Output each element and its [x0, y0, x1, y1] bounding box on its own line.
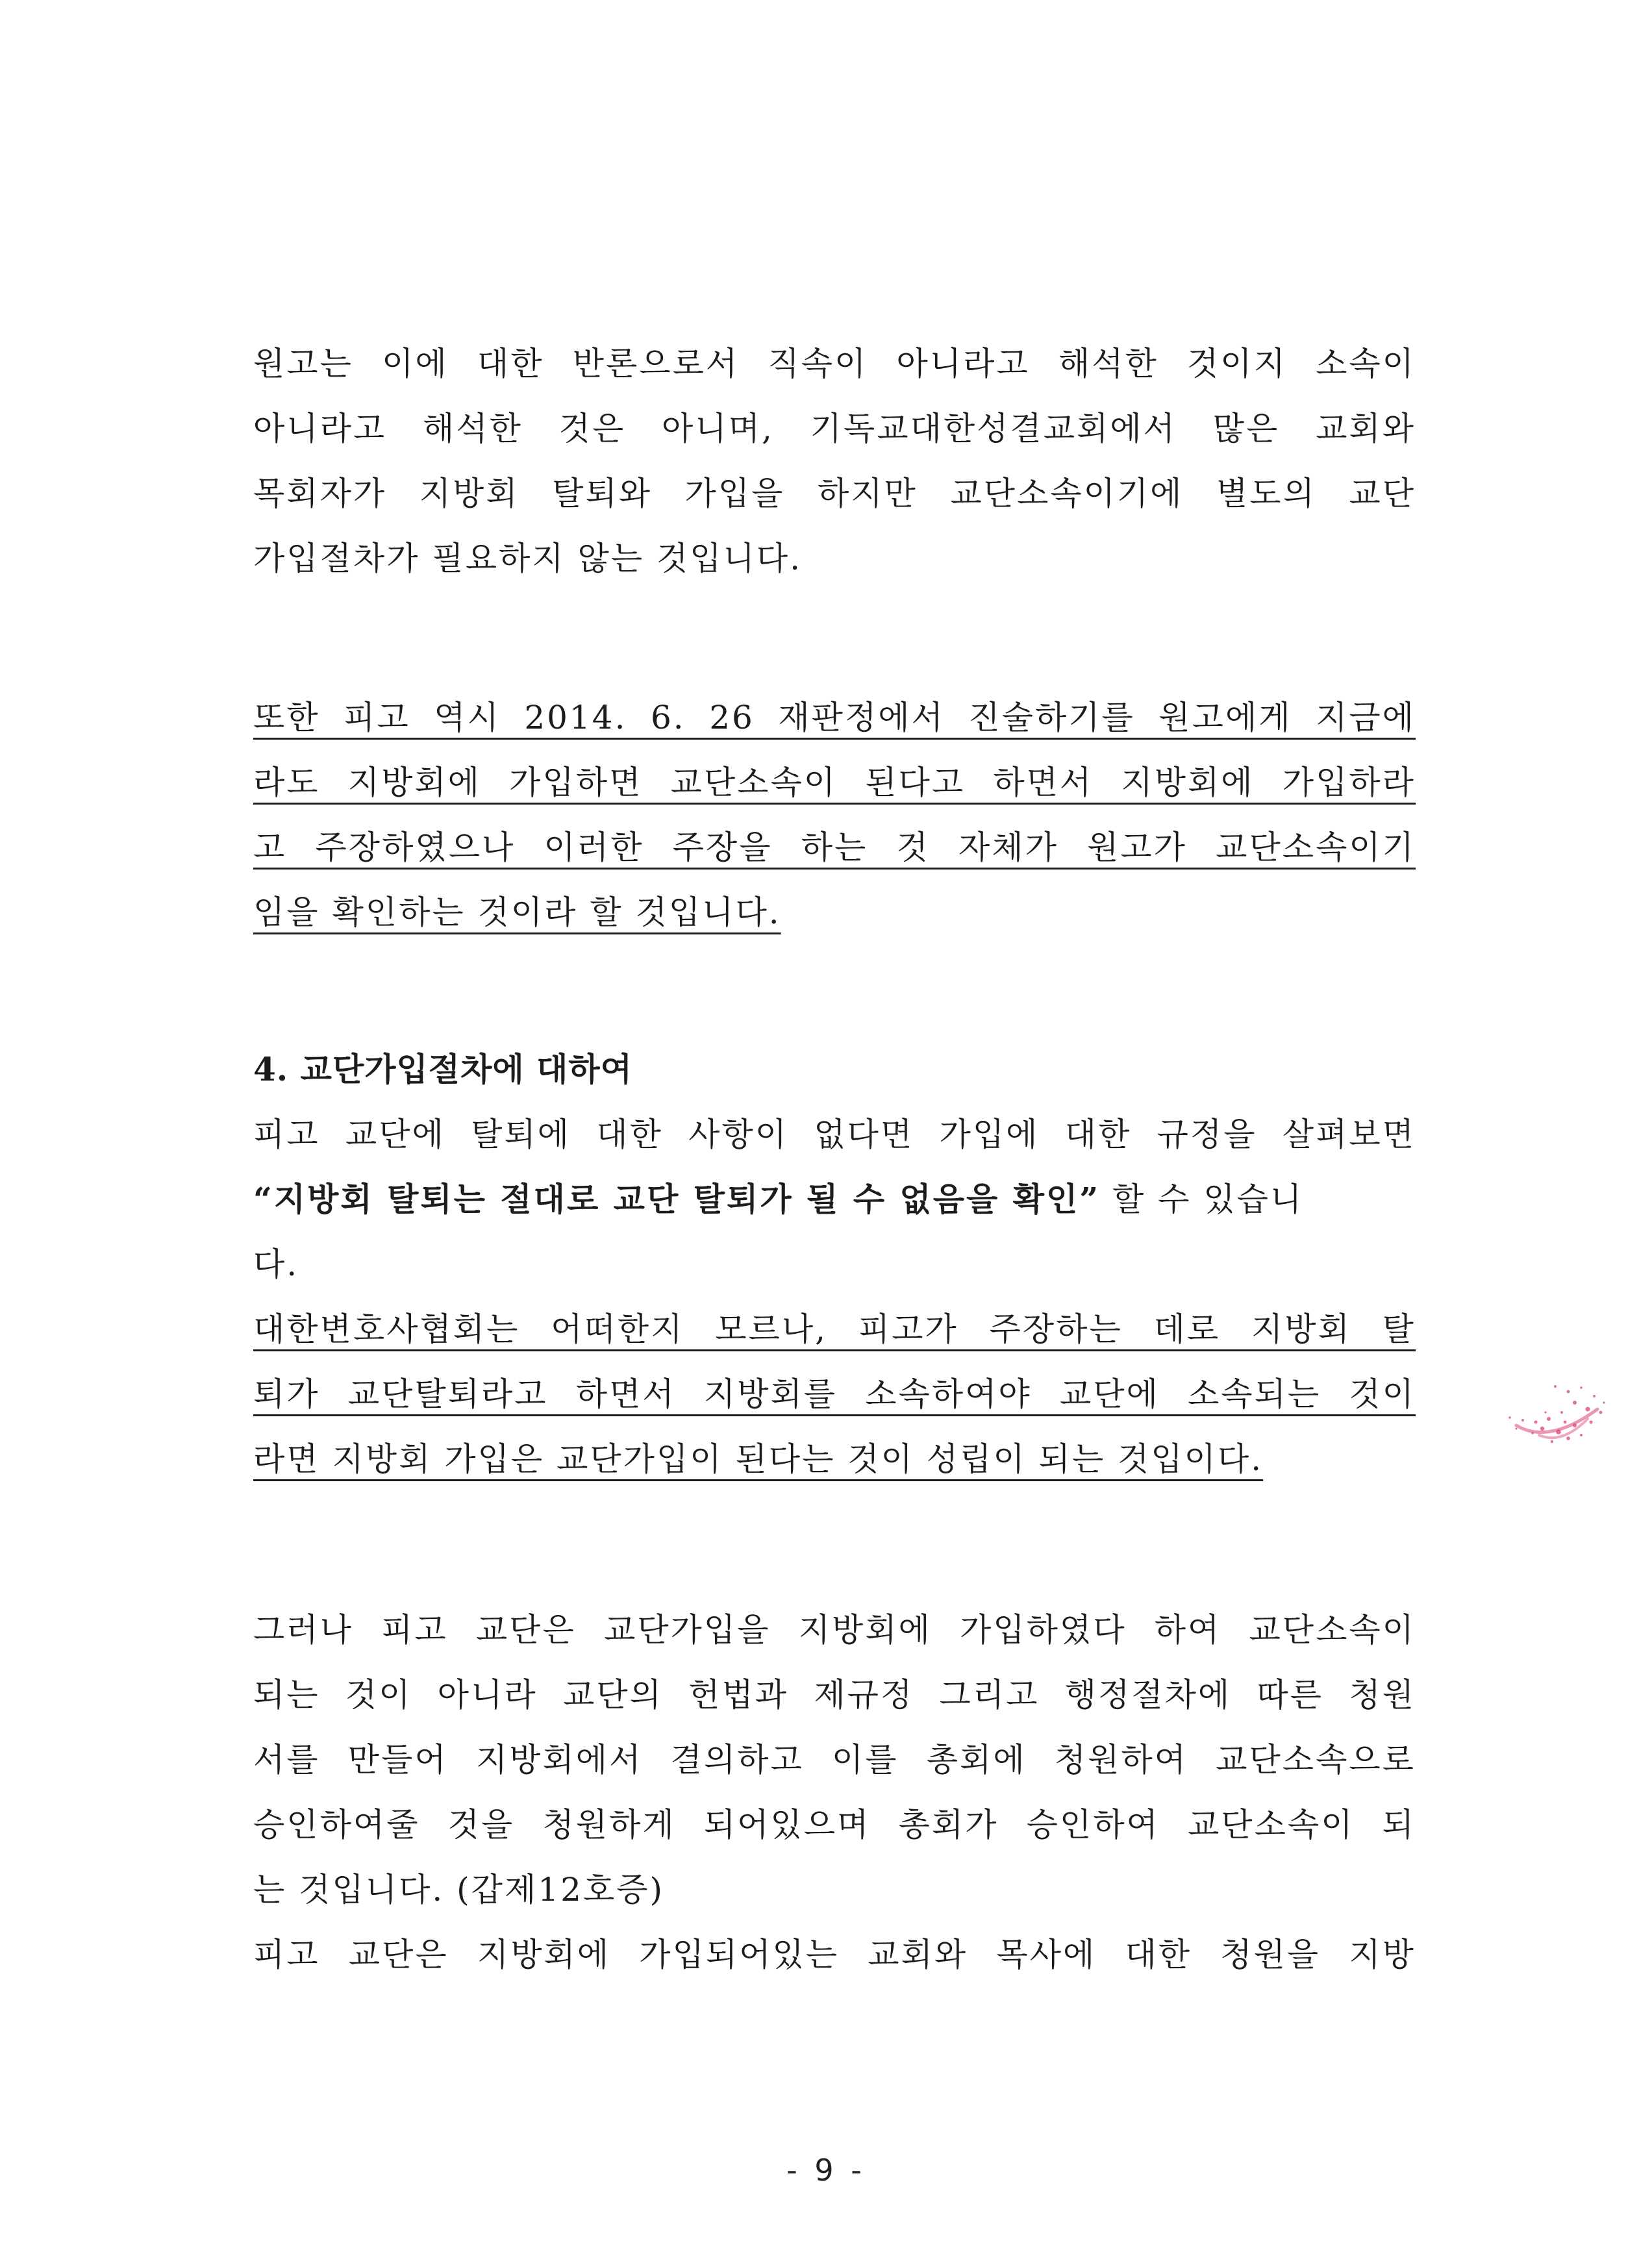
underlined-text: 또한 피고 역시 2014. 6. 26 재판정에서 진술하기를 원고에게 지금에	[253, 699, 1416, 736]
paragraph-1-line-2: 아니라고 해석한 것은 아니며, 기독교대한성결교회에서 많은 교회와	[253, 410, 1416, 447]
page-number: - 9 -	[786, 2153, 866, 2188]
bold-quote: “지방회 탈퇴는 절대로 교단 탈퇴가 될 수 없음을 확인”	[253, 1180, 1101, 1218]
seal-stamp-mark	[1477, 1373, 1614, 1458]
section-4-line-3: 다.	[253, 1245, 299, 1283]
section-4-heading: 4. 교단가입절차에 대하여	[253, 1050, 633, 1088]
section-4-line-2	[253, 1177, 1416, 1229]
underlined-text: 퇴가 교단탈퇴라고 하면서 지방회를 소속하여야 교단에 소속되는 것이	[253, 1375, 1416, 1413]
paragraph-2-line-1	[253, 695, 1416, 747]
underlined-text: 라도 지방회에 가입하면 교단소속이 된다고 하면서 지방회에 가입하라	[253, 764, 1416, 801]
paragraph-2-line-3	[253, 825, 1416, 877]
paragraph-3-line-1: 그러나 피고 교단은 교단가입을 지방회에 가입하였다 하여 교단소속이	[253, 1611, 1416, 1649]
paragraph-3-line-4: 승인하여줄 것을 청원하게 되어있으며 총회가 승인하여 교단소속이 되	[253, 1806, 1416, 1844]
paragraph-3-line-5: 는 것입니다. (갑제12호증)	[253, 1871, 665, 1908]
paragraph-2-line-2	[253, 760, 1416, 812]
underlined-text: 대한변호사협회는 어떠한지 모르나, 피고가 주장하는 데로 지방회 탈	[253, 1310, 1416, 1348]
paragraph-1-line-4: 가입절차가 필요하지 않는 것입니다.	[253, 540, 803, 577]
underlined-text: 고 주장하였으나 이러한 주장을 하는 것 자체가 원고가 교단소속이기	[253, 829, 1416, 866]
section-4-underlined-line-2	[253, 1371, 1416, 1423]
paragraph-1-line-3: 목회자가 지방회 탈퇴와 가입을 하지만 교단소속이기에 별도의 교단	[253, 475, 1416, 512]
section-4-line-2-rest: 할 수 있습니	[1100, 1181, 1304, 1218]
paragraph-3-line-3: 서를 만들어 지방회에서 결의하고 이를 총회에 청원하여 교단소속으로	[253, 1741, 1416, 1779]
paragraph-3-line-6: 피고 교단은 지방회에 가입되어있는 교회와 목사에 대한 청원을 지방	[253, 1936, 1416, 1973]
underlined-text: 임을 확인하는 것이라 할 것입니다.	[253, 894, 781, 931]
underlined-text: 라면 지방회 가입은 교단가입이 된다는 것이 성립이 되는 것입이다.	[253, 1440, 1264, 1478]
section-4-underlined-line-1	[253, 1307, 1416, 1358]
paragraph-2-line-4	[253, 890, 1416, 942]
paragraph-3-line-2: 되는 것이 아니라 교단의 헌법과 제규정 그리고 행정절차에 따른 청원	[253, 1676, 1416, 1714]
section-4-underlined-line-3	[253, 1436, 1416, 1488]
section-4-line-1: 피고 교단에 탈퇴에 대한 사항이 없다면 가입에 대한 규정을 살펴보면	[253, 1116, 1416, 1153]
paragraph-1-line-1: 원고는 이에 대한 반론으로서 직속이 아니라고 해석한 것이지 소속이	[253, 345, 1416, 382]
